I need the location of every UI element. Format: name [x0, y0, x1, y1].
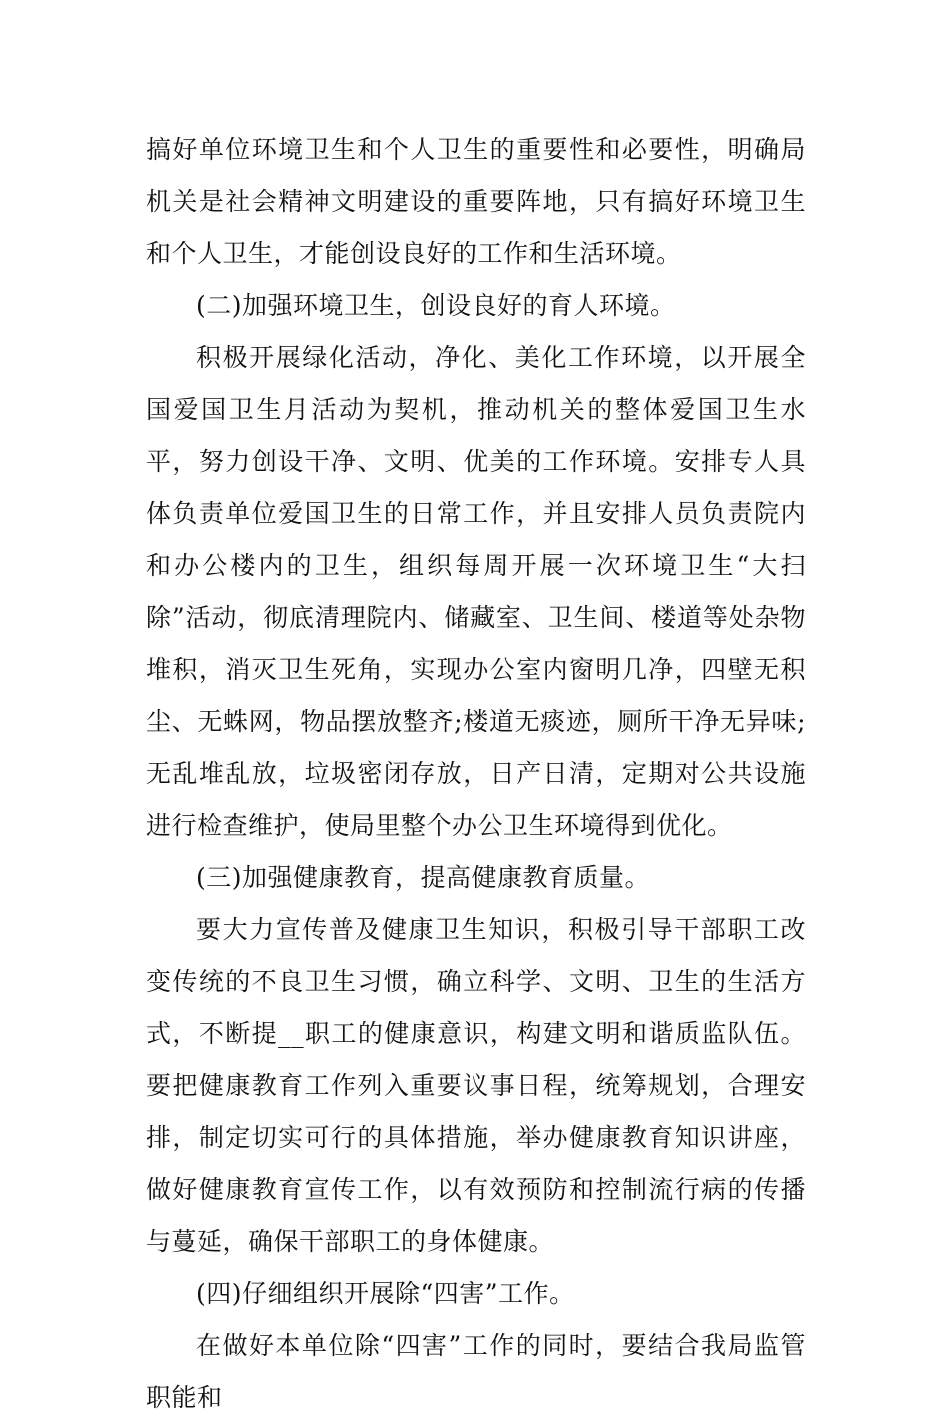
document-body [146, 124, 806, 1424]
paragraph-health-education: 要大力宣传普及健康卫生知识，积极引导干部职工改变传统的不良卫生习惯，确立科学、文明、卫生的生活方式，不断提__职工的健康意识，构建文明和谐质监队伍。要把健康教育工作列入重要议事日程，统筹规划，合理安排，制定切实可行的具体措施，举办健康教育知识讲座，做好健康教育宣传工作，以有效预防和控制流行病的传播与蔓延，确保干部职工的身体健康。 [146, 915, 806, 1256]
section-heading-4: (四)仔细组织开展除“四害”工作。 [196, 1279, 575, 1308]
paragraph-continuation: 搞好单位环境卫生和个人卫生的重要性和必要性，明确局机关是社会精神文明建设的重要阵地，只有搞好环境卫生和个人卫生，才能创设良好的工作和生活环境。 [146, 135, 806, 268]
section-heading-3: (三)加强健康教育，提高健康教育质量。 [196, 863, 651, 892]
section-heading-2: (二)加强环境卫生，创设良好的育人环境。 [196, 291, 676, 320]
paragraph-four-pests: 在做好本单位除“四害”工作的同时，要结合我局监管职能和 [146, 1331, 806, 1412]
paragraph-environment: 积极开展绿化活动，净化、美化工作环境，以开展全国爱国卫生月活动为契机，推动机关的整体爱国卫生水平，努力创设干净、文明、优美的工作环境。安排专人具体负责单位爱国卫生的日常工作，并且安排人员负责院内和办公楼内的卫生，组织每周开展一次环境卫生“大扫除”活动，彻底清理院内、储藏室、卫生间、楼道等处杂物堆积，消灭卫生死角，实现办公室内窗明几净，四壁无积尘、无蛛网，物品摆放整齐;楼道无痰迹，厕所干净无异味;无乱堆乱放，垃圾密闭存放，日产日清，定期对公共设施进行检查维护，使局里整个办公卫生环境得到优化。 [146, 343, 806, 840]
